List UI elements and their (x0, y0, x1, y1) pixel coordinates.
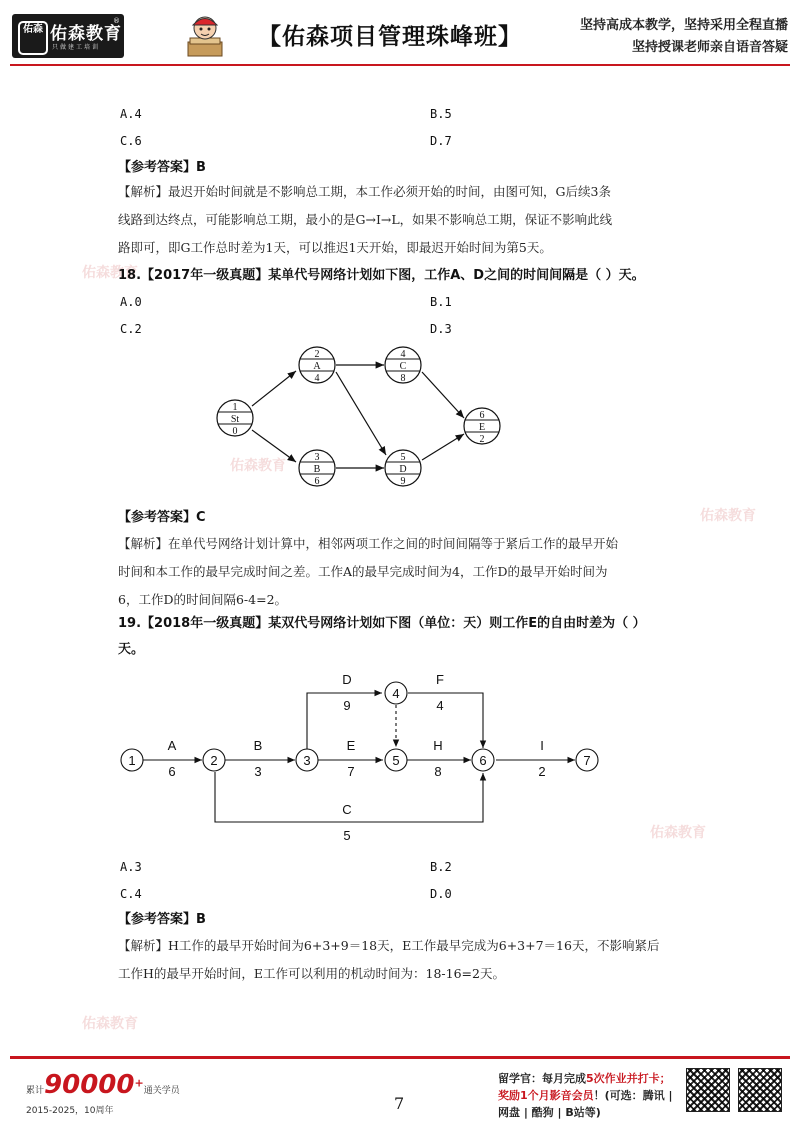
activity-duration: 9 (343, 698, 351, 713)
activity-name: E (346, 738, 356, 753)
answer: 【参考答案】B (118, 912, 206, 927)
analysis-line: 路即可，即G工作总时差为1天，可以推迟1天开始，即最迟开始时间为第5天。 (118, 240, 552, 255)
node-name: St (230, 414, 240, 425)
footer-suffix: 通关学员 (143, 1086, 180, 1096)
activity-duration: 7 (347, 764, 355, 779)
option-b: B.1 (430, 295, 452, 309)
logo-seal: 佑森 (18, 21, 48, 55)
node-number: 2 (314, 349, 320, 360)
event-node-3 (296, 749, 318, 771)
event-number: 6 (479, 753, 487, 768)
logo-slogan: 只做建工培训 (52, 44, 101, 51)
event-number: 4 (392, 686, 400, 701)
network-node-d (385, 450, 421, 487)
watermark: 佑森教育 (82, 265, 138, 281)
page-number: 7 (394, 1094, 405, 1113)
header-title: 【佑森项目管理珠峰班】 (258, 24, 522, 50)
option-a: A.4 (120, 107, 142, 121)
option-a: A.0 (120, 295, 142, 309)
footer-promo (498, 1070, 673, 1121)
event-number: 2 (210, 753, 218, 768)
node-number: 1 (232, 402, 238, 413)
option-c: C.2 (120, 322, 142, 336)
footer-plus: + (134, 1076, 144, 1090)
activity-name: I (540, 738, 544, 753)
brand-logo (12, 14, 124, 58)
activity-duration: 4 (436, 698, 444, 713)
question-19: 19.【2018年一级真题】某双代号网络计划如下图（单位：天）则工作E的自由时差为（ ） (118, 616, 646, 631)
activity-duration: 8 (434, 764, 442, 779)
option-d: D.0 (430, 887, 452, 901)
node-duration: 9 (400, 476, 406, 487)
event-node-6 (472, 749, 494, 771)
option-d: D.7 (430, 134, 452, 148)
footer-stats (26, 1070, 180, 1100)
activity-duration: 2 (538, 764, 546, 779)
arrow-c-e (422, 372, 464, 418)
node-duration: 8 (400, 373, 406, 384)
node-duration: 0 (232, 426, 238, 437)
event-node-2 (203, 749, 225, 771)
activity-name: D (342, 672, 352, 687)
logo-brand-name: 佑森教育 (50, 24, 122, 44)
node-name: E (478, 422, 486, 433)
option-b: B.5 (430, 107, 452, 121)
double-code-network-diagram (110, 670, 610, 845)
event-number: 1 (128, 753, 136, 768)
answer: 【参考答案】C (118, 510, 206, 525)
analysis-line: 线路到达终点，可能影响总工期，最小的是G→I→L，如果不影响总工期，保证不影响此线 (118, 212, 613, 227)
arrow-d-e (422, 434, 464, 460)
question-18: 18.【2017年一级真题】某单代号网络计划如下图，工作A、D之间的时间间隔是（ ）天。 (118, 268, 645, 283)
promo-line2a: 奖励1个月影音会员 (498, 1089, 594, 1102)
node-name: A (313, 361, 321, 372)
footer-divider (10, 1056, 790, 1059)
node-name: B (313, 464, 321, 475)
node-duration: 4 (314, 373, 320, 384)
page-header (0, 0, 800, 68)
network-node-e (464, 408, 500, 445)
option-b: B.2 (430, 860, 452, 874)
footer-prefix: 累计 (26, 1086, 45, 1096)
mascot-icon (180, 10, 230, 60)
activity-name: B (253, 738, 263, 753)
node-name: D (399, 464, 407, 475)
network-node-b (299, 450, 335, 487)
network-node-a (299, 347, 335, 384)
arrow-f (408, 693, 483, 748)
node-number: 6 (479, 410, 485, 421)
event-node-7 (576, 749, 598, 771)
promo-line3: 网盘 | 酷狗 | B站等) (498, 1106, 601, 1119)
activity-duration: 3 (254, 764, 262, 779)
question-19-cont: 天。 (118, 642, 145, 657)
header-slogan-2: 坚持授课老师亲自语音答疑 (631, 40, 788, 55)
option-d: D.3 (430, 322, 452, 336)
watermark: 佑森教育 (230, 458, 286, 474)
node-number: 3 (314, 452, 320, 463)
option-a: A.3 (120, 860, 142, 874)
header-divider (10, 64, 790, 66)
header-slogan-1: 坚持高成本教学，坚持采用全程直播 (579, 18, 788, 33)
analysis-line: 【解析】H工作的最早开始时间为6+3+9＝18天，E工作最早完成为6+3+7＝16天，不影响紧后 (118, 938, 660, 953)
activity-duration: 5 (343, 828, 351, 843)
activity-name: A (167, 738, 177, 753)
activity-name: F (436, 672, 444, 687)
event-number: 5 (392, 753, 400, 768)
answer: 【参考答案】B (118, 160, 206, 175)
analysis-line: 【解析】在单代号网络计划计算中，相邻两项工作之间的时间间隔等于紧后工作的最早开始 (118, 536, 619, 551)
node-number: 5 (400, 452, 406, 463)
footer-years: 2015-2025，10周年 (26, 1106, 114, 1116)
network-node-st (217, 400, 253, 437)
activity-name: H (433, 738, 443, 753)
analysis-line: 【解析】最迟开始时间就是不影响总工期，本工作必须开始的时间，由图可知，G后续3条 (118, 184, 611, 199)
watermark: 佑森教育 (700, 508, 756, 524)
node-name: C (399, 361, 407, 372)
analysis-line: 工作H的最早开始时间，E工作可以利用的机动时间为：18-16=2天。 (118, 966, 505, 981)
arrow-st-a (252, 371, 296, 406)
network-arrows (252, 365, 464, 468)
promo-line1a: 留学官：每月完成 (498, 1072, 586, 1085)
event-number: 3 (303, 753, 311, 768)
node-duration: 2 (479, 434, 485, 445)
arrow-a-d (336, 372, 386, 455)
promo-line2b: ！(可选：腾讯 | (593, 1089, 673, 1102)
activity-duration: 6 (168, 764, 176, 779)
analysis-line: 6，工作D的时间间隔6-4=2。 (118, 592, 288, 607)
qr-code-icon[interactable] (686, 1068, 730, 1112)
qr-code-icon[interactable] (738, 1068, 782, 1112)
option-c: C.4 (120, 887, 142, 901)
footer-count: 90000 (44, 1070, 135, 1100)
arrow-st-b (252, 430, 296, 462)
event-node-1 (121, 749, 143, 771)
node-number: 4 (400, 349, 406, 360)
activity-name: C (342, 802, 352, 817)
network-node-c (385, 347, 421, 384)
watermark: 佑森教育 (82, 1016, 138, 1032)
registered-icon: ® (113, 17, 120, 25)
watermark: 佑森教育 (650, 825, 706, 841)
single-code-network-diagram (200, 340, 520, 500)
event-number: 7 (583, 753, 591, 768)
event-node-4 (385, 682, 407, 704)
event-node-5 (385, 749, 407, 771)
option-c: C.6 (120, 134, 142, 148)
analysis-line: 时间和本工作的最早完成时间之差。工作A的最早完成时间为4，工作D的最早开始时间为 (118, 564, 608, 579)
promo-line1b: 5次作业并打卡； (586, 1072, 671, 1085)
node-duration: 6 (314, 476, 320, 487)
